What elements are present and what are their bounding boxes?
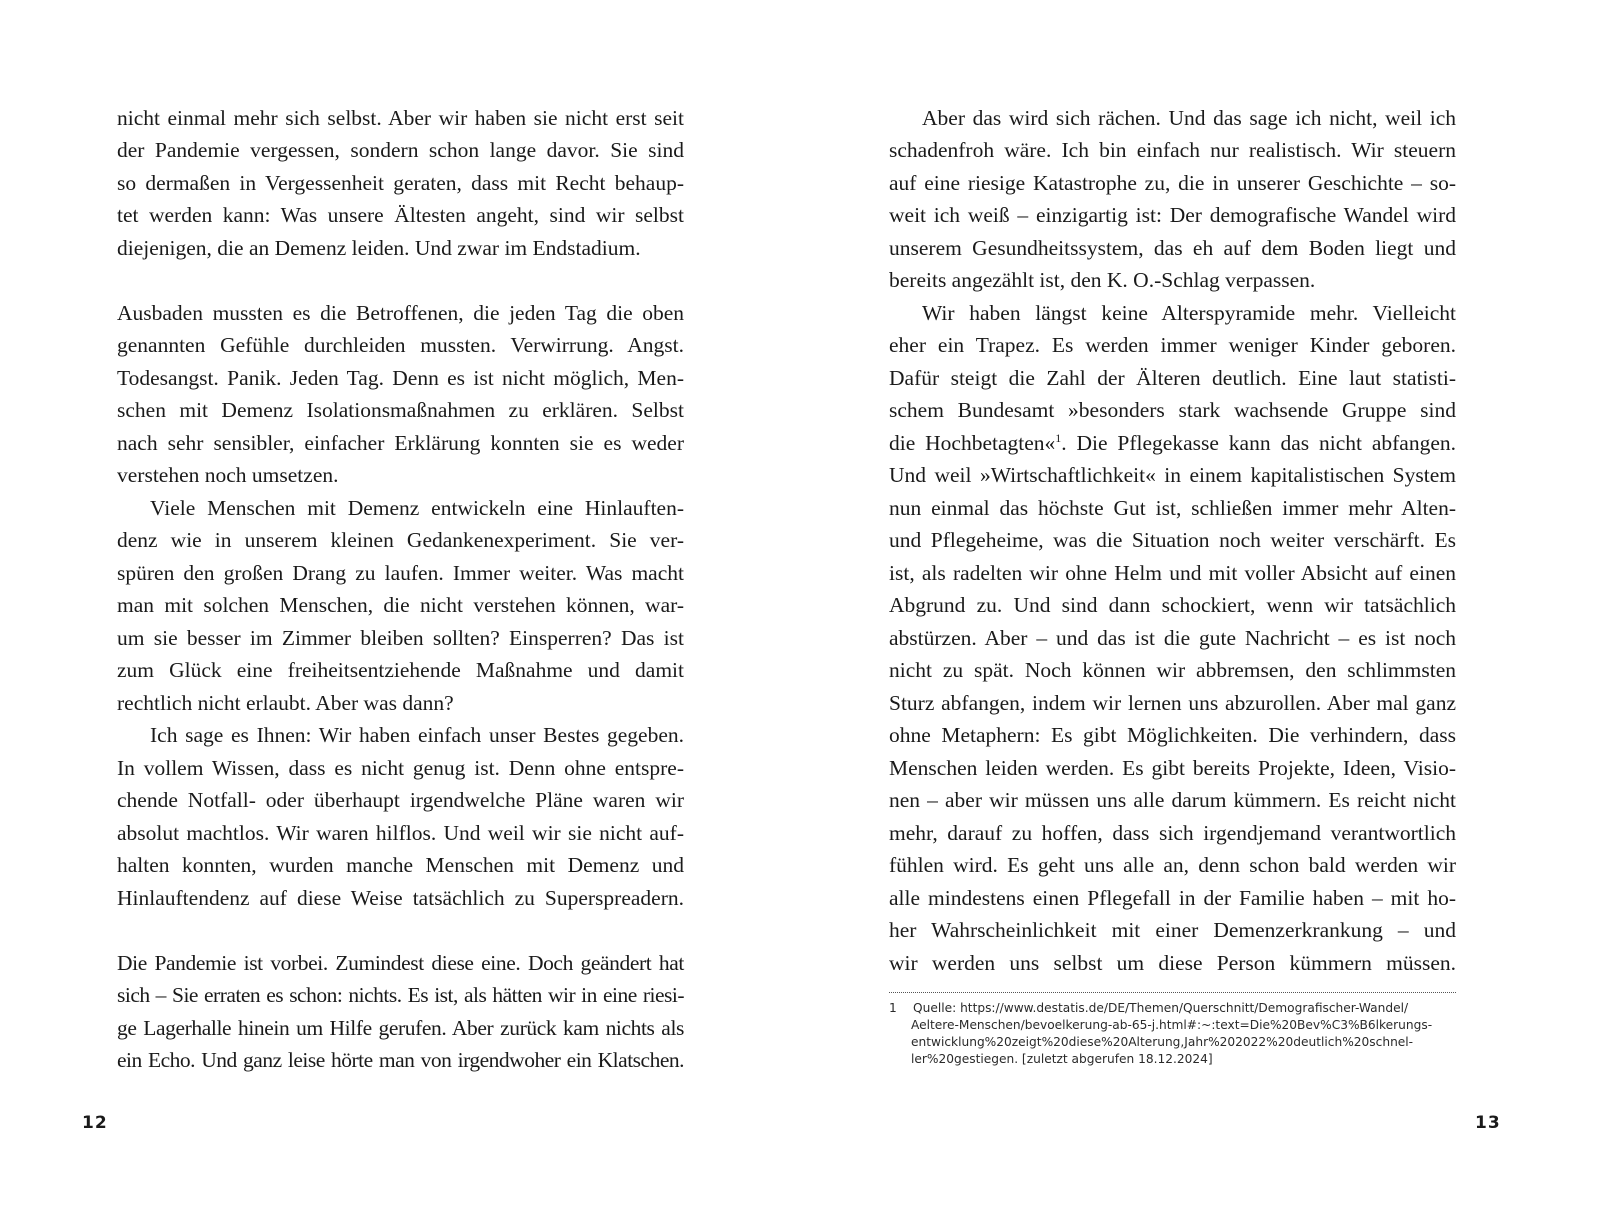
text-line: Sturz abfangen, indem wir lernen uns abzurollen. Aber mal ganz (889, 691, 1456, 715)
text-line: In vollem Wissen, dass es nicht genug ist. Denn ohne entspre- (117, 756, 684, 780)
text-line: Menschen leiden werden. Es gibt bereits Projekte, Ideen, Visio- (889, 756, 1456, 780)
text-fragment: . Die Pflegekasse kann das nicht abfangen. (1061, 431, 1456, 455)
text-line: Viele Menschen mit Demenz entwickeln eine Hinlauften- (150, 496, 684, 520)
text-line: her Wahrscheinlichkeit mit einer Demenzerkrankung – und (889, 918, 1456, 942)
text-line: unserem Gesundheitssystem, das eh auf dem Boden liegt und (889, 236, 1456, 260)
footnote-link-line[interactable]: Aeltere-Menschen/bevoelkerung-ab-65-j.html#:~:text=Die%20Bev%C3%B6lkerungs- (911, 1018, 1433, 1032)
text-line: wir werden uns selbst um diese Person kümmern müssen. (889, 951, 1456, 975)
text-line: schadenfroh wäre. Ich bin einfach nur realistisch. Wir steuern (889, 138, 1456, 162)
page-number: 12 (82, 1113, 108, 1133)
text-fragment: die Hochbetagten« (889, 431, 1056, 455)
text-line: Ausbaden mussten es die Betroffenen, die jeden Tag die oben (117, 301, 684, 325)
text-line: sich – Sie erraten es schon: nichts. Es ist, als hätten wir in eine riesi- (117, 983, 684, 1007)
text-line: weit ich weiß – einzigartig ist: Der demografische Wandel wird (889, 203, 1456, 227)
text-line: so dermaßen in Vergessenheit geraten, dass mit Recht behaup- (117, 171, 684, 195)
text-line: Dafür steigt die Zahl der Älteren deutlich. Eine laut statisti- (889, 366, 1456, 390)
footnote-link-line[interactable]: Quelle: https://www.destatis.de/DE/Themen/Querschnitt/Demografischer-Wandel/ (913, 1001, 1409, 1015)
text-line: eher ein Trapez. Es werden immer weniger Kinder geboren. (889, 333, 1456, 357)
footnote-text-line: ler%20gestiegen. [zuletzt abgerufen 18.12.2024] (911, 1052, 1213, 1066)
text-line: um sie besser im Zimmer bleiben sollten? Einsperren? Das ist (117, 626, 684, 650)
text-line: nun einmal das höchste Gut ist, schließen immer mehr Alten- (889, 496, 1456, 520)
text-line: schen mit Demenz Isolationsmaßnahmen zu erklären. Selbst (117, 398, 684, 422)
text-line: und Pflegeheime, was die Situation noch weiter verschärft. Es (889, 528, 1456, 552)
text-line: nach sehr sensibler, einfacher Erklärung konnten sie es weder (117, 431, 684, 455)
text-line: Und weil »Wirtschaftlichkeit« in einem kapitalistischen System (889, 463, 1456, 487)
text-line: halten konnten, wurden manche Menschen mit Demenz und (117, 853, 684, 877)
text-line: nicht zu spät. Noch können wir abbremsen, den schlimmsten (889, 658, 1456, 682)
text-line (889, 427, 1456, 459)
text-line: Die Pandemie ist vorbei. Zumindest diese eine. Doch geändert hat (117, 951, 684, 975)
text-line: ohne Metaphern: Es gibt Möglichkeiten. Die verhindern, dass (889, 723, 1456, 747)
text-line: denz wie in unserem kleinen Gedankenexperiment. Sie ver- (117, 528, 684, 552)
text-line: chende Notfall- oder überhaupt irgendwelche Pläne waren wir (117, 788, 684, 812)
text-line: abstürzen. Aber – und das ist die gute Nachricht – es ist noch (889, 626, 1456, 650)
text-line: alle mindestens einen Pflegefall in der Familie haben – mit ho- (889, 886, 1456, 910)
text-line: schem Bundesamt »besonders stark wachsende Gruppe sind (889, 398, 1456, 422)
text-line: der Pandemie vergessen, sondern schon lange davor. Sie sind (117, 138, 684, 162)
text-line: genannten Gefühle durchleiden mussten. Verwirrung. Angst. (117, 333, 684, 357)
text-line: Aber das wird sich rächen. Und das sage ich nicht, weil ich (922, 106, 1456, 130)
text-line: ein Echo. Und ganz leise hörte man von irgendwoher ein Klatschen. (117, 1048, 684, 1072)
text-line: Ich sage es Ihnen: Wir haben einfach unser Bestes gegeben. (150, 723, 684, 747)
footnote-marker[interactable]: 1 (1055, 430, 1062, 445)
text-line: mehr, darauf zu hoffen, dass sich irgendjemand verantwortlich (889, 821, 1456, 845)
text-line: Hinlauftendenz auf diese Weise tatsächlich zu Superspreadern. (117, 886, 684, 910)
text-line: nen – aber wir müssen uns alle darum kümmern. Es reicht nicht (889, 788, 1456, 812)
footnote-number: 1 (889, 1001, 897, 1015)
text-line: tet werden kann: Was unsere Ältesten angeht, sind wir selbst (117, 203, 684, 227)
text-line: spüren den großen Drang zu laufen. Immer weiter. Was macht (117, 561, 684, 585)
text-line: Abgrund zu. Und sind dann schockiert, wenn wir tatsächlich (889, 593, 1456, 617)
right-page (803, 0, 1606, 1211)
text-line: Todesangst. Panik. Jeden Tag. Denn es ist nicht möglich, Men- (117, 366, 684, 390)
text-line: man mit solchen Menschen, die nicht verstehen können, war- (117, 593, 684, 617)
text-line: rechtlich nicht erlaubt. Aber was dann? (117, 691, 454, 715)
text-line: Wir haben längst keine Alterspyramide mehr. Vielleicht (922, 301, 1456, 325)
text-line: absolut machtlos. Wir waren hilflos. Und weil wir sie nicht auf- (117, 821, 684, 845)
text-line: ge Lagerhalle hinein um Hilfe gerufen. Aber zurück kam nichts als (117, 1016, 684, 1040)
text-line: bereits angezählt ist, den K. O.-Schlag verpassen. (889, 268, 1316, 292)
text-line: diejenigen, die an Demenz leiden. Und zwar im Endstadium. (117, 236, 641, 260)
text-line: auf eine riesige Katastrophe zu, die in unserer Geschichte – so- (889, 171, 1456, 195)
footnote (889, 1000, 1456, 1068)
text-line: fühlen wird. Es geht uns alle an, denn schon bald werden wir (889, 853, 1456, 877)
page-number: 13 (1475, 1113, 1501, 1133)
text-line: zum Glück eine freiheitsentziehende Maßnahme und damit (117, 658, 684, 682)
text-line: ist, als radelten wir ohne Helm und mit voller Absicht auf einen (889, 561, 1456, 585)
text-line: verstehen noch umsetzen. (117, 463, 339, 487)
footnote-separator (889, 992, 1456, 993)
footnote-link-line[interactable]: entwicklung%20zeigt%20diese%20Alterung,Jahr%202022%20deutlich%20schnel- (911, 1035, 1414, 1049)
text-line: nicht einmal mehr sich selbst. Aber wir haben sie nicht erst seit (117, 106, 684, 130)
